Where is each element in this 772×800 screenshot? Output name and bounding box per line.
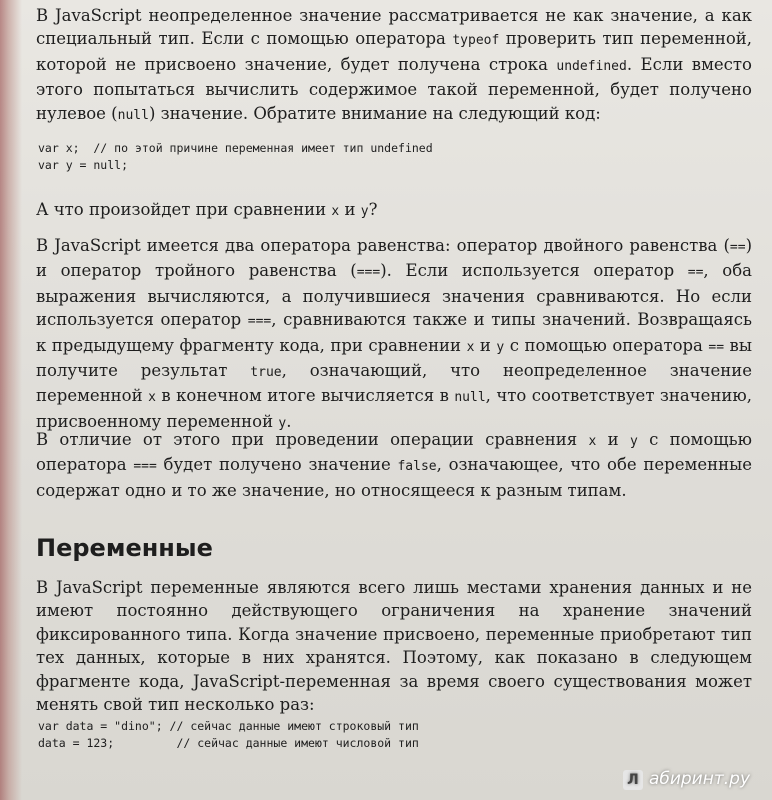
code-line: var data = "dino"; // сейчас данные имеют строковый тип	[38, 719, 419, 733]
question-line: А что произойдет при сравнении x и y?	[36, 200, 378, 219]
code-block-1	[38, 140, 433, 174]
code-line: data = 123; // сейчас данные имеют числовой тип	[38, 736, 419, 750]
watermark-text: абиринт.ру	[648, 769, 750, 789]
labirint-logo-icon: Л	[623, 770, 643, 790]
paragraph-variables: В JavaScript переменные являются всего лишь местами хранения данных и не имеют постоянно действующего ограничения на хранение значений фиксированного типа. Когда значение присвоено, переменные приобретают тип тех данных, которые в них хранятся. Поэтому, как показано в следующем фрагменте кода, JavaScript-переменная за время своего существования может менять свой тип несколько раз:	[36, 578, 752, 715]
paragraph-equality-operators: В JavaScript имеется два оператора равенства: оператор двойного равенства (==) и оператор тройного равенства (===). Если используется оператор ==, оба выражения вычисляются, а получившиеся значения сравниваются. Но если используется оператор ===, сравниваются также и типы значений. Возвращаясь к предыдущему фрагменту кода, при сравнении x и y с помощью оператора == вы получите результат true, означающий, что неопределенное значение переменной x в конечном итоге вычисляется в null, что соответствует значению, присвоенному переменной y.	[36, 236, 753, 431]
watermark	[623, 769, 750, 790]
code-line: var y = null;	[38, 158, 129, 172]
code-line: var x; // по этой причине переменная имеет тип undefined	[38, 141, 433, 155]
section-heading: Переменные	[36, 534, 213, 562]
page-edge-shadow	[0, 0, 22, 800]
paragraph-strict-comparison: В отличие от этого при проведении операции сравнения x и y с помощью оператора === будет получено значение false, означающее, что обе переменные содержат одно и то же значение, но относящееся к разным типам.	[36, 430, 753, 500]
paragraph-undefined-type: В JavaScript неопределенное значение рассматривается не как значение, а как специальный тип. Если с помощью оператора typeof проверить тип переменной, которой не присвоено значение, будет получена строка undefined. Если вместо этого попытаться вычислить содержимое такой переменной, будет получено нулевое (null) значение. Обратите внимание на следующий код:	[36, 6, 753, 123]
code-block-2	[38, 718, 419, 752]
